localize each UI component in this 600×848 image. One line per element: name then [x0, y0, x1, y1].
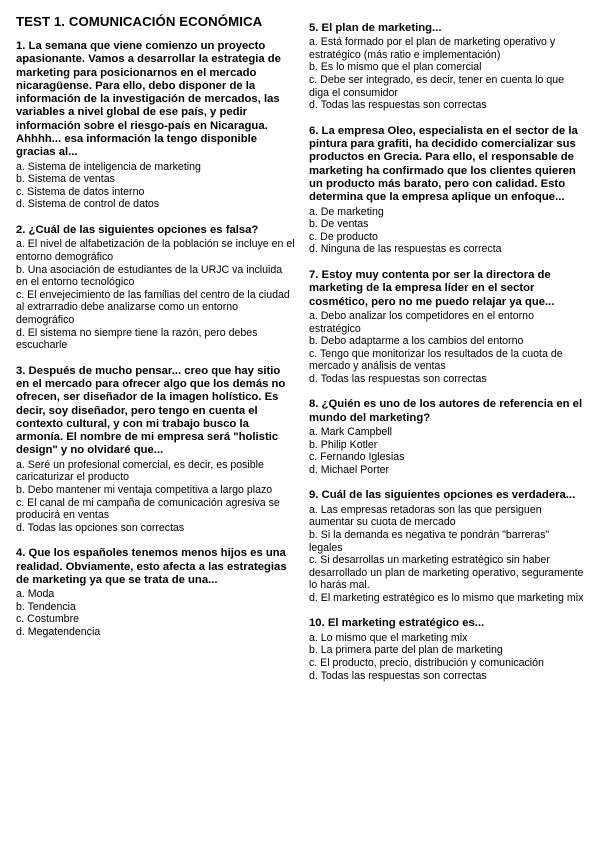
- answer-option: c. El producto, precio, distribución y comunicación: [309, 656, 544, 669]
- answer-option: c. Costumbre: [16, 613, 79, 626]
- answer-option: a. Seré un profesional comercial, es decir, es posible caricaturizar el producto: [16, 458, 264, 484]
- question: [309, 269, 584, 385]
- answer-option: d. Ninguna de las respuestas es correcta: [309, 243, 502, 256]
- answer-options: [16, 238, 296, 351]
- question-stem: 3. Después de mucho pensar... creo que hay sitio en el mercado para ofrecer algo que los demás no ofrecen, ser diseñador de la imagen holístico. Es decir, soy diseñador, pero tengo en cuenta el contexto cultural, y con mi trabajo busco la armonía. El nombre de mi empresa será "holistic design" y no olvidaré que...: [16, 364, 286, 457]
- answer-option: d. Megatendencia: [16, 626, 101, 638]
- question: [16, 547, 296, 638]
- answer-options: [309, 36, 584, 112]
- answer-option: a. El nivel de alfabetización de la población se incluye en el entorno demográfico: [16, 238, 295, 263]
- answer-option: a. Moda: [16, 588, 55, 601]
- question: [309, 617, 584, 682]
- answer-option: b. Sistema de ventas: [16, 173, 115, 186]
- answer-option: b. Una asociación de estudiantes de la URJC va incluida en el entorno tecnológico: [16, 263, 283, 289]
- column-right: [309, 22, 584, 695]
- answer-option: a. Está formado por el plan de marketing operativo y estratégico (más ratio e implementación): [309, 36, 556, 61]
- answer-option: b. Es lo mismo que el plan comercial: [309, 61, 482, 74]
- answer-option: d. Sistema de control de datos: [16, 198, 160, 211]
- answer-option: b. Philip Kotler: [309, 438, 378, 451]
- question-stem: 5. El plan de marketing...: [309, 22, 442, 34]
- answer-option: a. Lo mismo que el marketing mix: [309, 631, 468, 644]
- question-stem: 2. ¿Cuál de las siguientes opciones es falsa?: [16, 224, 259, 237]
- question-stem: 6. La empresa Oleo, especialista en el sector de la pintura para grafiti, ha decidido comercializar sus productos en Grecia. Para ello, el responsable de marketing ha confirmado que los clientes quieren un producto más barato, pero con calidad. Esto determina que la empresa aplique un enfoque...: [309, 124, 578, 204]
- answer-option: c. El envejecimiento de las familias del centro de la ciudad al extrarradio debe analizarse como un entorno demográfico: [16, 288, 290, 326]
- question-stem: 8. ¿Quién es uno de los autores de referencia en el mundo del marketing?: [309, 398, 583, 424]
- page-title: TEST 1. COMUNICACIÓN ECONÓMICA: [16, 14, 263, 29]
- answer-options: [16, 588, 296, 638]
- answer-option: b. Tendencia: [16, 600, 76, 613]
- answer-option: d. Todas las opciones son correctas: [16, 521, 185, 534]
- question-stem: 4. Que los españoles tenemos menos hijos es una realidad. Obviamente, esto afecta a las estrategias de marketing ya que se trata de una...: [16, 547, 287, 586]
- answer-options: [309, 426, 584, 476]
- answer-option: c. De producto: [309, 230, 378, 243]
- answer-option: d. El sistema no siempre tiene la razón, pero debes escucharle: [16, 326, 258, 352]
- answer-option: c. Si desarrollas un marketing estratégico sin haber desarrollado un plan de marketing operativo, seguramente lo harás mal.: [309, 554, 584, 592]
- answer-option: a. Sistema de inteligencia de marketing: [16, 160, 201, 173]
- answer-option: b. De ventas: [309, 218, 369, 231]
- answer-options: [309, 206, 584, 256]
- answer-option: c. Tengo que monitorizar los resultados de la cuota de mercado y análisis de ventas: [309, 347, 563, 373]
- answer-option: c. Sistema de datos interno: [16, 185, 145, 198]
- columns: [16, 22, 584, 695]
- answer-option: b. Debo mantener mi ventaja competitiva a largo plazo: [16, 483, 273, 496]
- question-stem: 7. Estoy muy contenta por ser la directora de marketing de la empresa líder en el sector cosmético, pero no me puedo relajar ya que...: [309, 269, 555, 308]
- answer-options: [309, 310, 584, 386]
- question: [16, 365, 296, 535]
- question: [16, 224, 296, 352]
- answer-option: a. De marketing: [309, 205, 384, 218]
- answer-option: a. Debo analizar los competidores en el entorno estratégico: [309, 309, 534, 335]
- question: [309, 489, 584, 604]
- question: [16, 40, 296, 211]
- answer-option: d. Todas las respuestas son correctas: [309, 372, 487, 385]
- answer-option: c. El canal de mi campaña de comunicación agresiva se producirá en ventas: [16, 496, 280, 522]
- answer-option: a. Mark Campbell: [309, 426, 393, 439]
- column-left: [16, 40, 296, 695]
- answer-option: b. La primera parte del plan de marketing: [309, 644, 503, 657]
- answer-option: a. Las empresas retadoras son las que persiguen aumentar su cuota de mercado: [309, 503, 542, 529]
- answer-option: c. Fernando Iglesias: [309, 451, 405, 464]
- answer-option: d. Michael Porter: [309, 463, 390, 476]
- answer-option: d. Todas las respuestas son correctas: [309, 669, 487, 682]
- answer-option: c. Debe ser integrado, es decir, tener en cuenta lo que diga el consumidor: [309, 74, 564, 99]
- answer-option: b. Si la demanda es negativa te pondrán "barreras" legales: [309, 528, 550, 554]
- answer-options: [309, 504, 584, 605]
- answer-options: [309, 632, 584, 682]
- answer-options: [16, 161, 296, 211]
- answer-options: [16, 459, 296, 535]
- question-stem: 9. Cuál de las siguientes opciones es verdadera...: [309, 489, 576, 502]
- question-stem: 10. El marketing estratégico es...: [309, 617, 485, 630]
- question: [309, 398, 584, 476]
- question-stem: 1. La semana que viene comienzo un proyecto apasionante. Vamos a desarrollar la estrategia de marketing para posicionarnos en el mercado nicaragüense. Para ello, debo disponer de la información de la investigación de mercados, las variables a nivel global de ese país, y pedir información sobre el riesgo-país en Nicaragua. Ahhhh... esa información la tengo disponible gracias al...: [16, 40, 281, 159]
- answer-option: d. Todas las respuestas son correctas: [309, 99, 487, 112]
- question: [309, 125, 584, 256]
- answer-option: d. El marketing estratégico es lo mismo que marketing mix: [309, 591, 584, 604]
- answer-option: b. Debo adaptarme a los cambios del entorno: [309, 335, 524, 348]
- question: [309, 22, 584, 112]
